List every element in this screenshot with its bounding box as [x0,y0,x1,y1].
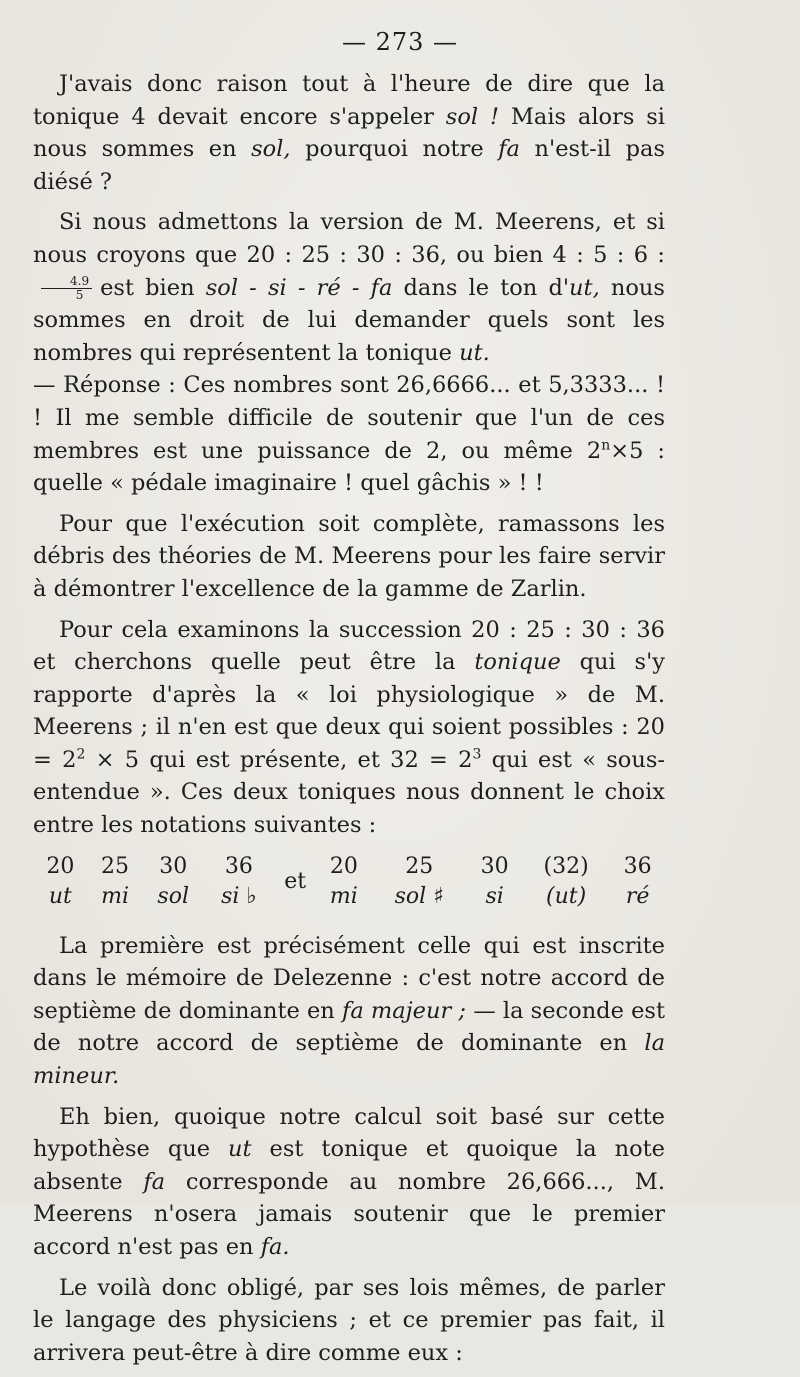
right-note-name: mi [329,883,358,909]
right-number: 30 [480,853,509,879]
paragraph-4: Pour cela examinons la succession 20 : 25 : 30 : 36 et cherchons quelle peut être la tonique qui s'y rapporte d'après la « loi physiologique » de M. Meerens ; il n'en est que deux qui soient possibles : $20 = 2^2 \times 5$ qui est présente, et $32 = 2^3$ qui est « sous-entendue ». Ces deux toniques nous donnent le choix entre les notations suivantes : [33,616,665,839]
right-note-name: ré [625,883,650,909]
right-number: 36 [623,853,652,879]
left-note-name: ut [48,883,72,909]
right-number: 20 [329,853,358,879]
paragraph-6: Eh bien, quoique notre calcul soit basé sur cette hypothèse que ut est tonique et quoique la note absente fa corresponde au nombre 26,666..., M. Meerens n'osera jamais soutenir que le premier accord n'est pas en fa. [33,1103,665,1260]
left-note-name: mi [101,883,129,909]
left-note-name: si ♭ [221,883,257,909]
fraction: $\frac{4.9}{5}$ [41,275,92,302]
paragraph-3: Pour que l'exécution soit complète, ramassons les débris des théories de M. Meerens pour les faire servir à démontrer l'excellence de la gamme de Zarlin. [33,510,665,602]
body-text [33,68,665,1377]
notation-table [33,852,665,912]
page-number: — 273 — [341,28,459,56]
right-note-name: (ut) [546,883,587,909]
right-note-name: sol ♯ [394,883,444,909]
connector-et: et [284,868,307,894]
left-number: 36 [224,853,253,879]
left-number: 25 [101,853,130,879]
left-number: 30 [159,853,188,879]
paragraph-1: J'avais donc raison tout à l'heure de dire que la tonique 4 devait encore s'appeler sol ! Mais alors si nous sommes en sol, pourquoi notre fa n'est-il pas diésé ? [33,71,666,195]
right-number: 25 [405,853,434,879]
paragraph-7: Le voilà donc obligé, par ses lois mêmes, de parler le langage des physiciens ; et ce premier pas fait, il arrivera peut-être à dire comme eux : [33,1274,665,1366]
right-note-name: si [485,883,504,909]
paragraph-2: Si nous admettons la version de M. Meerens, et si nous croyons que 20 : 25 : 30 : 36, ou bien 4 : 5 : 6 : $\frac{4.9}{5}$ est bien sol - si - ré - fa dans le ton d'ut, nous sommes en droit de lui demander quels sont les nombres qui représentent la tonique ut. — Réponse : Ces nombres sont 26,6666... et 5,3333... ! ! Il me semble difficile de soutenir que l'un de ces membres est une puissance de 2, ou même $2^n\times 5$ : quelle « pédale imaginaire ! quel gâchis » ! ! [33,209,665,497]
left-note-name: sol [157,883,189,909]
right-number: (32) [543,853,589,879]
left-number: 20 [46,853,75,879]
paragraph-5: La première est précisément celle qui est inscrite dans le mémoire de Delezenne : c'est notre accord de septième de dominante en fa majeur ; — la seconde est de notre accord de septième de dominante en la mineur. [33,932,665,1090]
